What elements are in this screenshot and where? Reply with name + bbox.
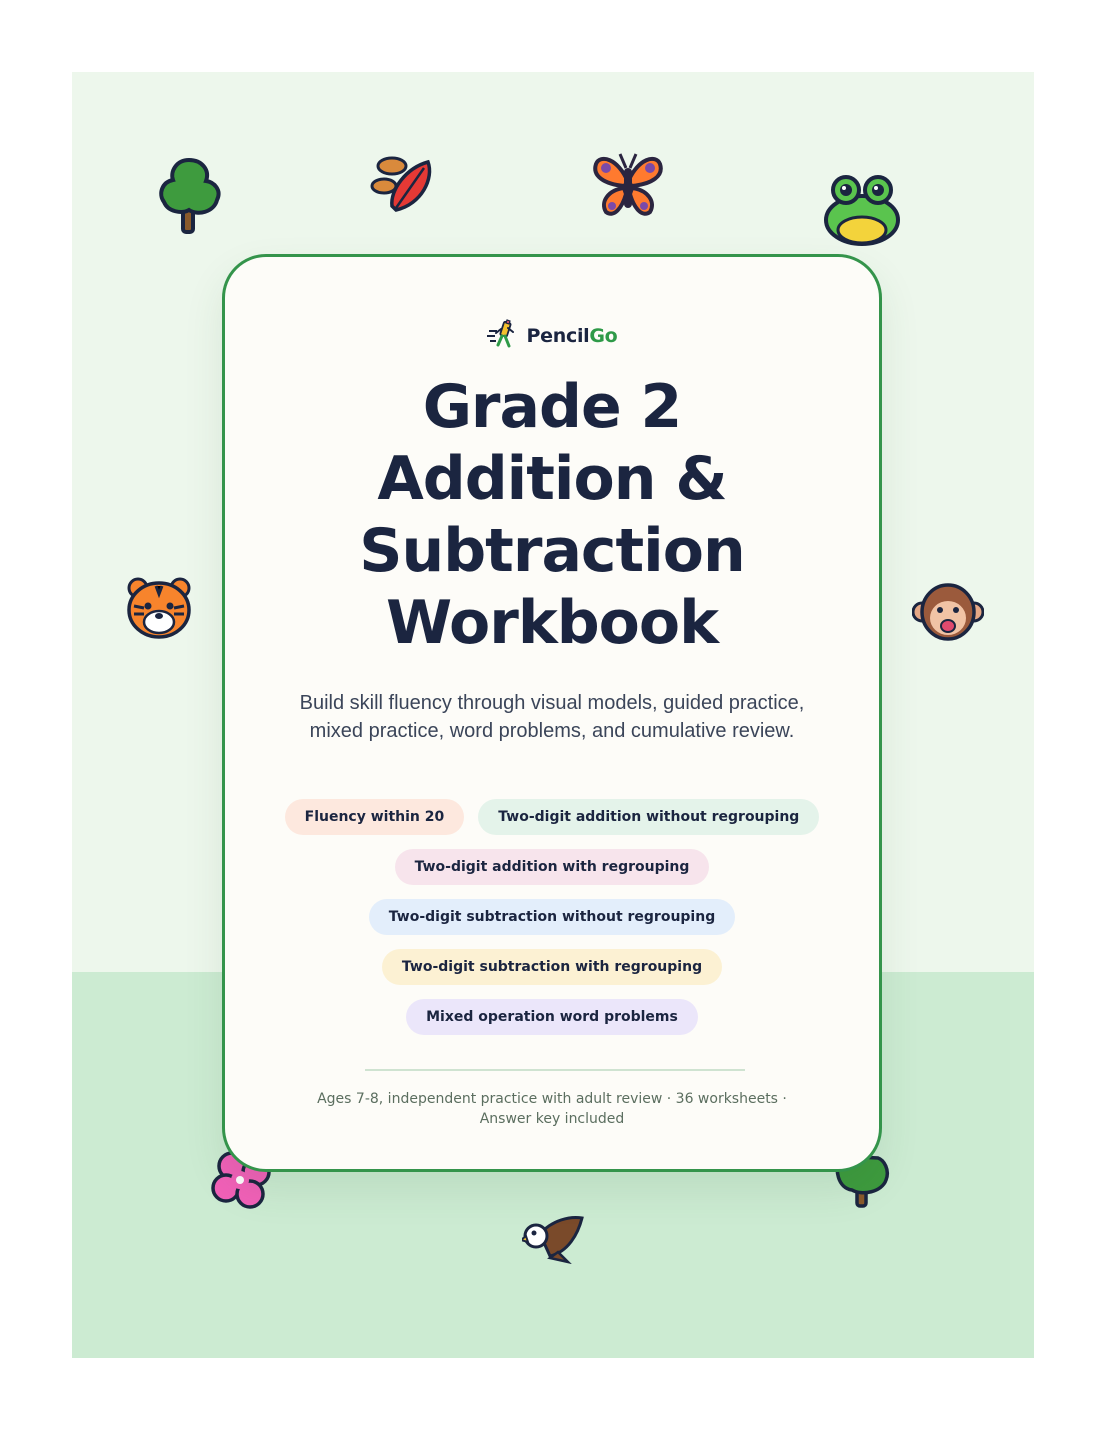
frog-icon: [822, 172, 902, 248]
topic-chip: Two-digit addition without regrouping: [478, 799, 819, 835]
butterfly-icon: [590, 146, 666, 222]
running-pencil-icon: [487, 319, 517, 353]
title-line: Subtraction: [359, 516, 745, 586]
title-line: Grade 2: [422, 372, 682, 442]
footer-note: [285, 1089, 819, 1129]
divider: [365, 1069, 745, 1071]
topic-chip: Mixed operation word problems: [406, 999, 698, 1035]
chip-row: [395, 849, 710, 885]
topic-chips: [255, 799, 849, 1035]
page-title: [225, 371, 879, 659]
brand-name: PencilGo: [526, 325, 618, 347]
brand-logo: [225, 319, 879, 353]
topic-chip: Fluency within 20: [285, 799, 465, 835]
subtitle: Build skill fluency through visual models, guided practice, mixed practice, word problems, and cumulative review.: [299, 692, 805, 742]
eagle-icon: [522, 1212, 586, 1264]
title-line: Workbook: [385, 588, 719, 658]
topic-chip: Two-digit subtraction with regrouping: [382, 949, 722, 985]
footer-line: Answer key included: [479, 1111, 625, 1127]
chip-row: [382, 949, 722, 985]
topic-chip: Two-digit addition with regrouping: [395, 849, 710, 885]
chip-row: [285, 799, 820, 835]
topic-chip: Two-digit subtraction without regrouping: [369, 899, 735, 935]
autumn-leaves-icon: [366, 150, 438, 216]
chip-row: [369, 899, 735, 935]
chip-row: [406, 999, 698, 1035]
title-line: Addition &: [377, 444, 727, 514]
cover-card: [222, 254, 882, 1172]
tiger-icon: [126, 576, 192, 640]
monkey-icon: [912, 582, 984, 644]
tree-icon: [154, 156, 224, 236]
footer-line: Ages 7-8, independent practice with adult review · 36 worksheets ·: [317, 1091, 787, 1107]
